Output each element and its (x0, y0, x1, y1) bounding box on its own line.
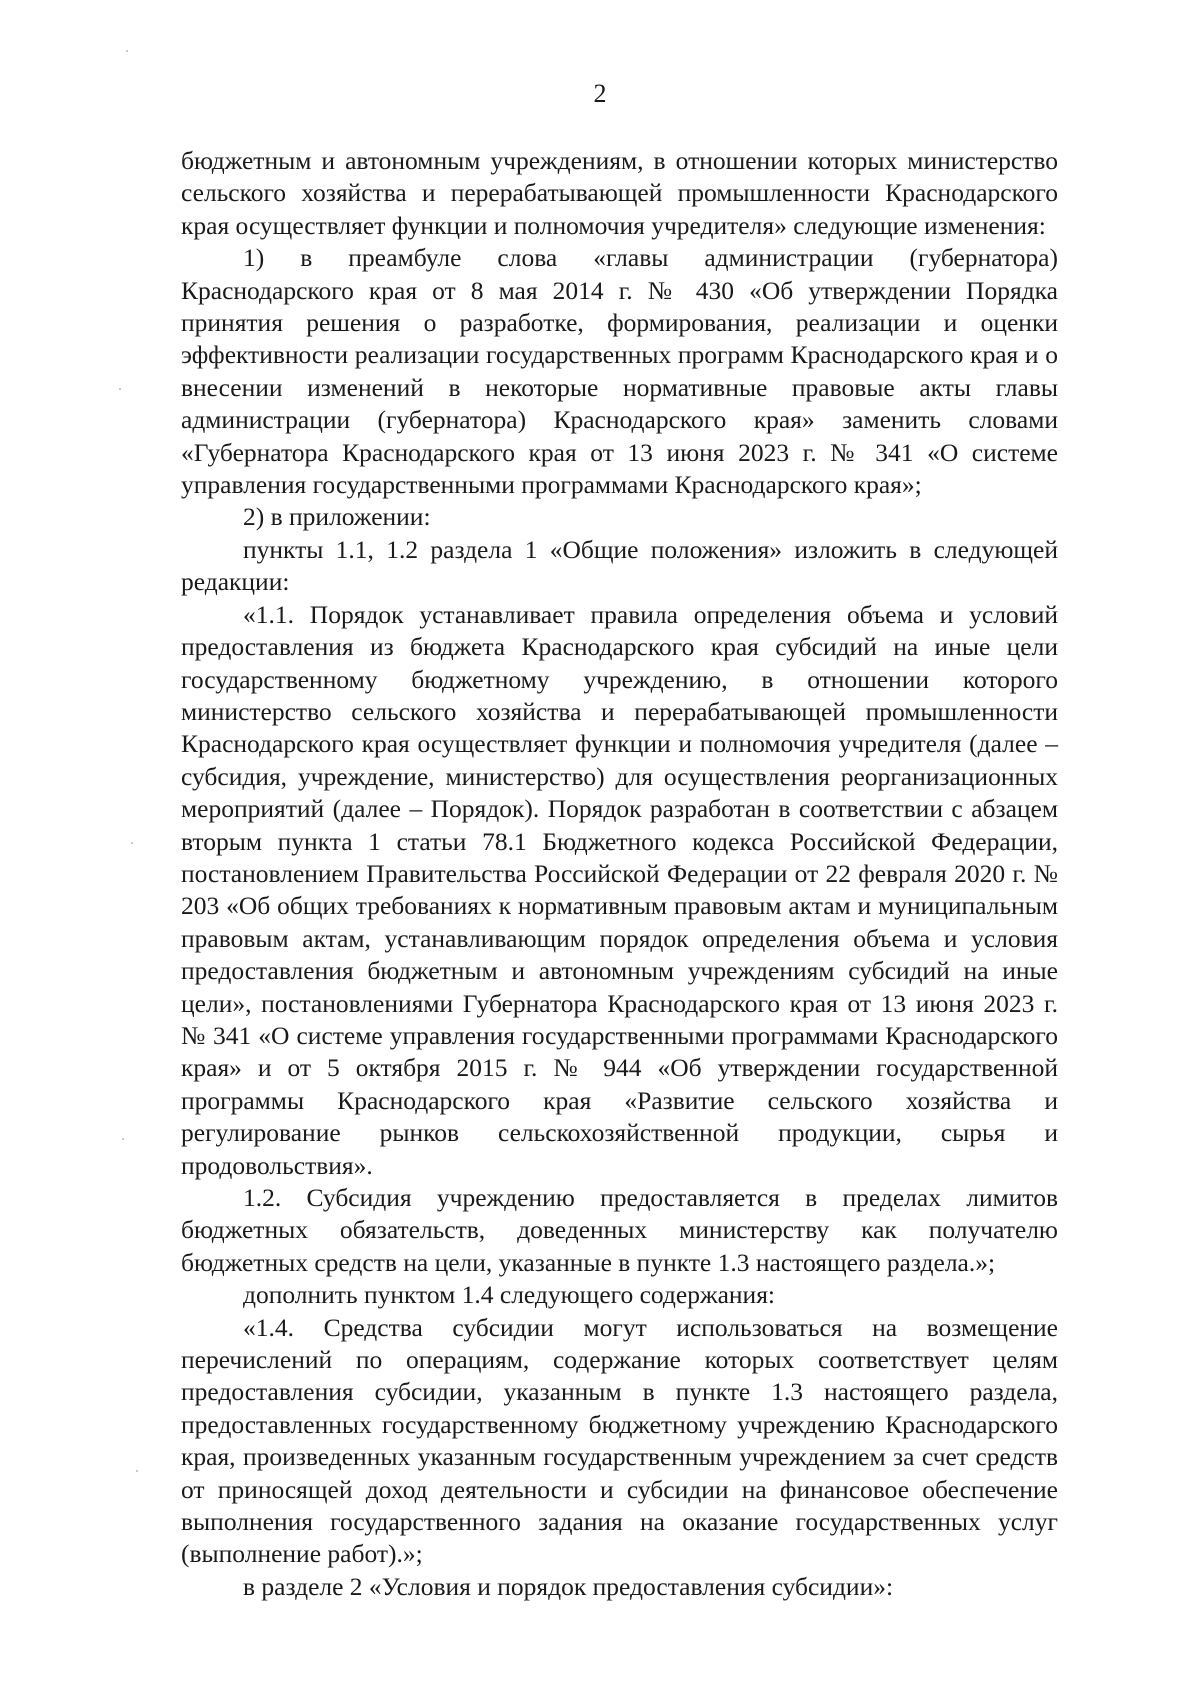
paragraph-points-1-1-1-2: пункты 1.1, 1.2 раздела 1 «Общие положения» изложить в следующей редакции: (181, 534, 1058, 597)
paragraph-section-2: в разделе 2 «Условия и порядок предоставления субсидии»: (243, 1571, 894, 1601)
scan-speck (122, 1138, 124, 1140)
scan-speck (136, 1470, 138, 1472)
paragraph-item-2-appendix: 2) в приложении: (243, 502, 431, 532)
paragraph-intro: бюджетным и автономным учреждениям, в отношении которых министерство сельского хозяйства и перерабатывающей промышленности Краснодарского края осуществляет функции и полномочия учредителя» следующие изменения: (181, 146, 1058, 240)
paragraph-clause-1-2: 1.2. Субсидия учреждению предоставляется в пределах лимитов бюджетных обязательств, доведенных министерству как получателю бюджетных средств на цели, указанные в пункте 1.3 настоящего раздела.»; (181, 1183, 1058, 1277)
scan-speck (126, 50, 128, 52)
document-body (181, 145, 1058, 1603)
scan-speck (119, 388, 121, 390)
paragraph-clause-1-4: «1.4. Средства субсидии могут использоваться на возмещение перечислений по операциям, содержание которых соответствует целям предоставления субсидии, указанным в пункте 1.3 настоящего раздела, предоставленных государственному бюджетному учреждению Краснодарского края, произведенных указанным государственным учреждением за счет средств от приносящей доход деятельности и субсидии на финансовое обеспечение выполнения государственного задания на оказание государственных услуг (выполнение работ).»; (181, 1312, 1058, 1569)
scan-speck (131, 842, 133, 844)
paragraph-clause-1-1: «1.1. Порядок устанавливает правила определения объема и условий предоставления из бюджета Краснодарского края субсидий на иные цели государственному бюджетному учреждению, в отношении которого министерство сельского хозяйства и перерабатывающей промышленности Краснодарского края осуществляет функции и полномочия учредителя (далее – субсидия, учреждение, министерство) для осуществления реорганизационных мероприятий (далее – Порядок). Порядок разработан в соответствии с абзацем вторым пункта 1 статьи 78.1 Бюджетного кодекса Российской Федерации, постановлением Правительства Российской Федерации от 22 февраля 2020 г. № 203 «Об общих требованиях к нормативным правовым актам и муниципальным правовым актам, устанавливающим порядок определения объема и условия предоставления бюджетным и автономным учреждениям субсидий на иные цели», постановлениями Губернатора Краснодарского края от 13 июня 2023 г. № 341 «О системе управления государственными программами Краснодарского края» и от 5 октября 2015 г. № 944 «Об утверждении государственной программы Краснодарского края «Развитие сельского хозяйства и регулирование рынков сельскохозяйственной продукции, сырья и продовольствия». (181, 599, 1058, 1180)
paragraph-item-1-preamble: 1) в преамбуле слова «главы администрации (губернатора) Краснодарского края от 8 мая 2014 г. № 430 «Об утверждении Порядка принятия решения о разработке, формирования, реализации и оценки эффективности реализации государственных программ Краснодарского края и о внесении изменений в некоторые нормативные правовые акты главы администрации (губернатора) Краснодарского края» заменить словами «Губернатора Краснодарского края от 13 июня 2023 г. № 341 «О системе управления государственными программами Краснодарского края»; (181, 243, 1058, 500)
page-number: 2 (593, 79, 607, 108)
paragraph-add-clause-1-4: дополнить пунктом 1.4 следующего содержания: (243, 1280, 776, 1310)
